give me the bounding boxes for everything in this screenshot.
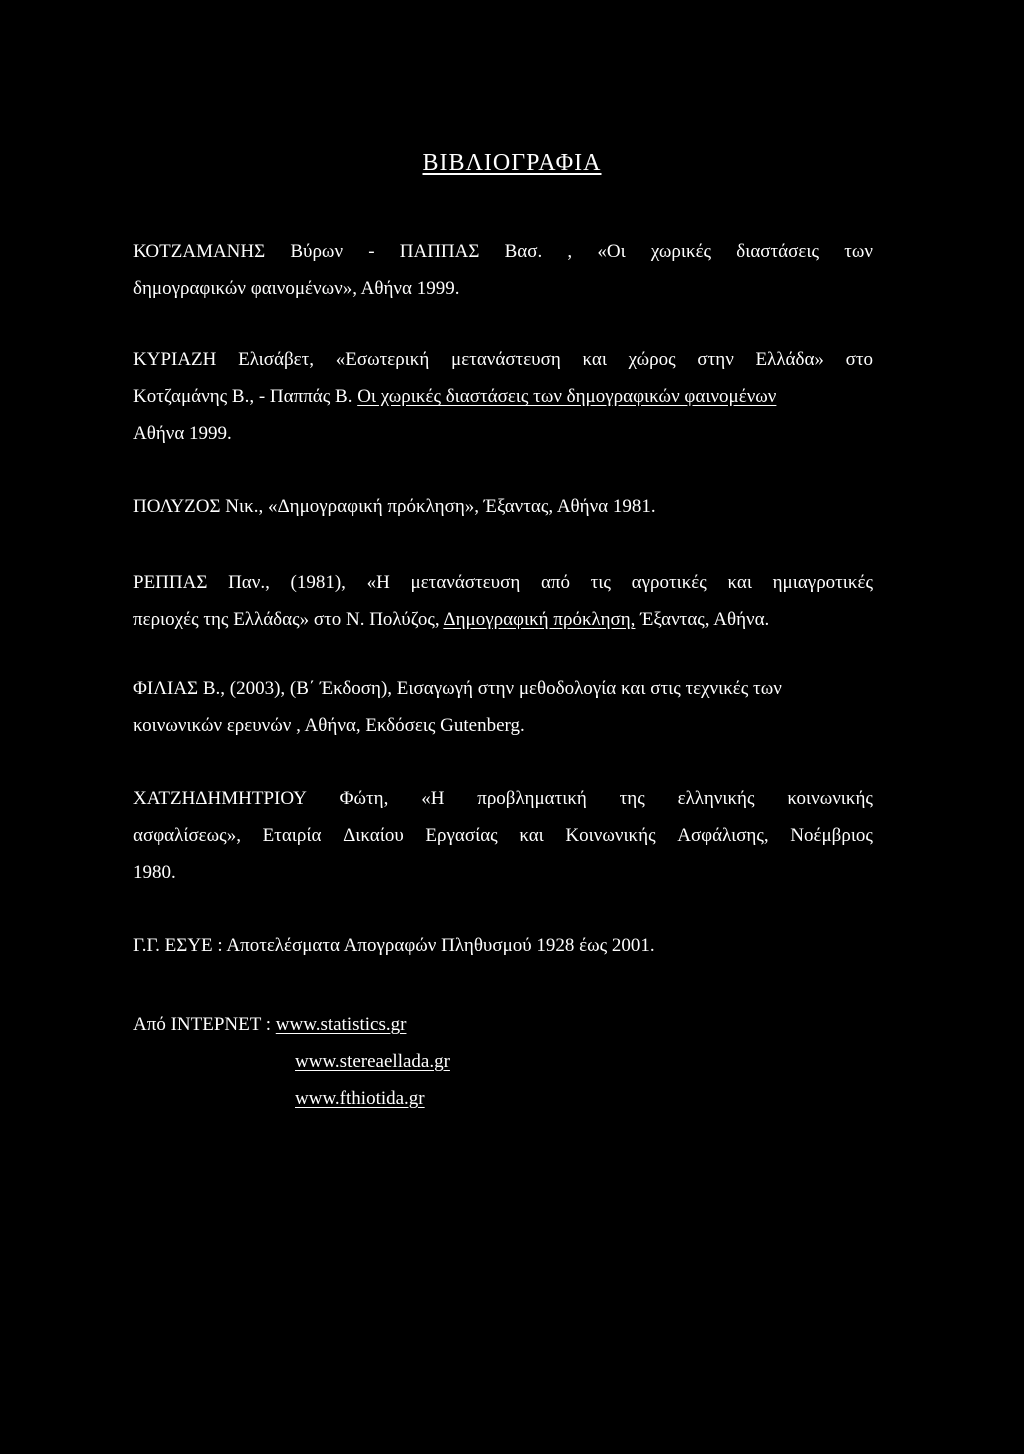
internet-sources	[133, 1006, 450, 1117]
word: «Η	[421, 788, 445, 809]
word: ΡΕΠΠΑΣ	[133, 572, 208, 593]
word: από	[540, 572, 570, 593]
bibliography-entry-esye	[133, 927, 873, 964]
entry-line	[133, 341, 873, 378]
word: Εργασίας	[425, 825, 498, 846]
word: Ασφάλισης,	[677, 825, 769, 846]
word: Βασ.	[504, 241, 543, 262]
entry-line	[133, 780, 873, 817]
word: των	[844, 241, 873, 262]
word: τις	[590, 572, 611, 593]
word: Παν.,	[228, 572, 270, 593]
entry-text: Έξαντας, Αθήνα.	[635, 609, 770, 630]
link-statistics[interactable]: www.statistics.gr	[275, 1014, 407, 1035]
entry-line	[133, 378, 873, 415]
word: «Η	[366, 572, 390, 593]
word: και	[519, 825, 544, 846]
entry-line	[133, 1043, 450, 1080]
word: μετανάστευση	[451, 349, 561, 370]
word: διαστάσεις	[736, 241, 819, 262]
word: και	[582, 349, 607, 370]
entry-line: Γ.Γ. ΕΣΥΕ : Αποτελέσματα Απογραφών Πληθυσμού 1928 έως 2001.	[133, 935, 655, 956]
entry-line: 1980.	[133, 862, 176, 883]
word: Βύρων	[290, 241, 344, 262]
word: ΚΥΡΙΑΖΗ	[133, 349, 217, 370]
word: ΠΑΠΠΑΣ	[399, 241, 480, 262]
word: κοινωνικής	[787, 788, 873, 809]
entry-line	[133, 233, 873, 270]
word: «Οι	[597, 241, 626, 262]
word: ΚΟΤΖΑΜΑΝΗΣ	[133, 241, 266, 262]
word: στο	[845, 349, 873, 370]
word: Ελλάδα»	[755, 349, 824, 370]
word: Ελισάβετ,	[238, 349, 315, 370]
word: χώρος	[628, 349, 676, 370]
word: ελληνικής	[677, 788, 755, 809]
word: ,	[567, 241, 573, 262]
word: στην	[697, 349, 734, 370]
entry-line	[133, 817, 873, 854]
book-title: Οι χωρικές διαστάσεις των δημογραφικών φαινομένων	[357, 386, 777, 407]
word: προβληματική	[477, 788, 587, 809]
word: Εταιρία	[262, 825, 322, 846]
bibliography-entry-reppas	[133, 564, 873, 638]
entry-line	[133, 1080, 450, 1117]
entry-text: περιοχές της Ελλάδας» στο Ν. Πολύζος,	[133, 609, 444, 630]
word: μετανάστευση	[410, 572, 521, 593]
word: ΧΑΤΖΗΔΗΜΗΤΡΙΟΥ	[133, 788, 307, 809]
word: αγροτικές	[631, 572, 707, 593]
bibliography-entry-chatzidimitriou	[133, 780, 873, 891]
entry-line: ΠΟΛΥΖΟΣ Νικ., «Δημογραφική πρόκληση», Έξαντας, Αθήνα 1981.	[133, 496, 656, 517]
bibliography-entry-kyriazi	[133, 341, 873, 452]
link-stereaellada[interactable]: www.stereaellada.gr	[295, 1051, 450, 1072]
link-fthiotida[interactable]: www.fthiotida.gr	[295, 1088, 425, 1109]
word: Νοέμβριος	[790, 825, 873, 846]
entry-line	[133, 601, 873, 638]
word: Δικαίου	[343, 825, 404, 846]
word: χωρικές	[650, 241, 712, 262]
book-title: Δημογραφική πρόκληση,	[443, 609, 636, 630]
word: της	[619, 788, 645, 809]
bibliography-entry-polyzos	[133, 488, 873, 525]
entry-line	[133, 1006, 450, 1043]
entry-line: κοινωνικών ερευνών , Αθήνα, Εκδόσεις Gutenberg.	[133, 715, 525, 736]
entry-text: Κοτζαμάνης Β., - Παππάς Β.	[133, 386, 358, 407]
word: και	[727, 572, 752, 593]
word: Φώτη,	[339, 788, 389, 809]
word: Κοινωνικής	[565, 825, 656, 846]
page-title: ΒΙΒΛΙΟΓΡΑΦΙΑ	[422, 150, 602, 176]
word: -	[368, 241, 375, 262]
word: (1981),	[290, 572, 346, 593]
bibliography-entry-kotzamanis	[133, 233, 873, 307]
bibliography-entry-filias	[133, 670, 873, 744]
word: «Εσωτερική	[335, 349, 430, 370]
internet-label: Από ΙΝΤΕΡΝΕΤ :	[133, 1014, 276, 1035]
entry-line: δημογραφικών φαινομένων», Αθήνα 1999.	[133, 278, 460, 299]
entry-line: Αθήνα 1999.	[133, 423, 232, 444]
entry-line: ΦΙΛΙΑΣ Β., (2003), (Β΄ Έκδοση), Εισαγωγή στην μεθοδολογία και στις τεχνικές των	[133, 678, 782, 699]
entry-line	[133, 564, 873, 601]
word: ασφαλίσεως»,	[133, 825, 241, 846]
word: ημιαγροτικές	[772, 572, 873, 593]
